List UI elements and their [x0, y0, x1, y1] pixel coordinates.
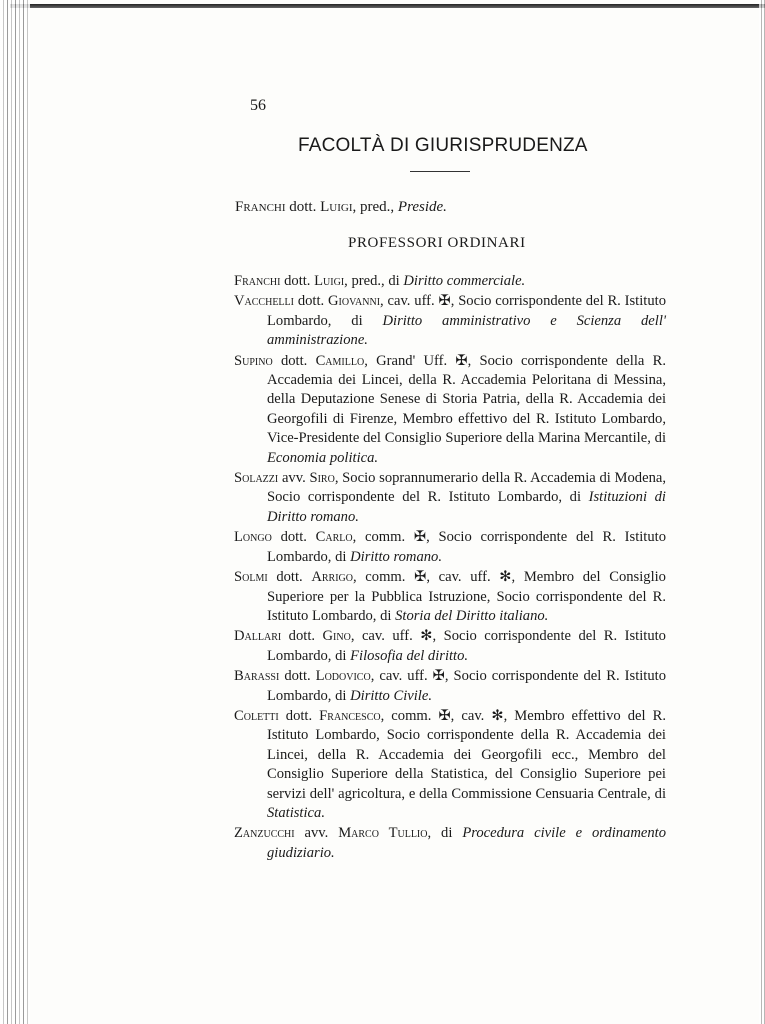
professor-surname: Coletti — [234, 707, 279, 724]
professor-details: , Socio soprannumerario della R. Accademia di Modena, Socio corrispondente del R. Istituto Lombardo, di — [267, 470, 667, 506]
professor-subject: Storia del Diritto italiano. — [395, 607, 549, 624]
professor-title: dott. — [284, 273, 311, 289]
professor-title: dott. — [285, 707, 313, 724]
professor-name: Siro — [309, 470, 335, 487]
professor-title: dott. — [276, 569, 303, 586]
scan-binding-edge — [0, 0, 30, 1024]
professor-entry — [234, 469, 666, 527]
professor-details: , cav. uff. ✠, Socio corrispondente del R. Istituto Lombardo, di — [267, 668, 667, 704]
professor-title: avv. — [281, 470, 306, 487]
professor-details: , comm. ✠, Socio corrispondente del R. Istituto Lombardo, di — [267, 529, 667, 565]
professor-title: avv. — [304, 825, 329, 842]
professor-subject: Statistica. — [267, 804, 325, 821]
professor-entry — [234, 707, 666, 823]
professor-name: Gino — [322, 628, 351, 645]
faculty-title: FACOLTÀ DI GIURISPRUDENZA — [298, 135, 588, 156]
professor-surname: Solazzi — [234, 470, 279, 487]
professor-entry — [234, 352, 666, 468]
professor-title: dott. — [280, 529, 307, 546]
professor-title: dott. — [297, 293, 325, 310]
professor-details: , comm. ✠, cav. ✻, Membro effettivo del R. Istituto Lombardo, Socio corrispondente della R. Accademia dei Lincei, della R. Accademia dei Georgofili ecc., Membro del Consiglio Superiore della Statistica, del Consiglio Superiore pei servizi dell' agricoltura, e della Commissione Censuaria Centrale, di — [267, 707, 666, 802]
professor-name: Marco Tullio — [338, 825, 428, 842]
professor-subject: Procedura civile e ordinamento giudiziario. — [267, 825, 667, 861]
professor-name: Camillo — [315, 352, 365, 369]
professor-name: Carlo — [315, 529, 353, 546]
professor-entry — [234, 667, 666, 706]
professor-surname: Supino — [234, 352, 273, 369]
professor-surname: Dallari — [234, 628, 282, 645]
professor-details: , pred., di — [344, 273, 404, 289]
professor-surname: Zanzucchi — [234, 825, 295, 842]
preside-role: Preside. — [397, 199, 447, 215]
professor-subject: Diritto Civile. — [350, 687, 432, 704]
title-rule — [410, 171, 470, 172]
section-heading: PROFESSORI ORDINARI — [348, 235, 526, 251]
professor-title: dott. — [280, 352, 308, 369]
professor-subject: Filosofia del diritto. — [350, 647, 469, 664]
professor-subject: Economia politica. — [267, 449, 379, 466]
professor-surname: Franchi — [234, 273, 281, 289]
professor-surname: Longo — [234, 529, 272, 546]
professor-details: , cav. uff. ✻, Socio corrispondente del R. Istituto Lombardo, di — [267, 628, 666, 664]
professor-entry — [234, 272, 666, 291]
preside-name: Luigi — [320, 199, 353, 215]
professor-surname: Vacchelli — [234, 293, 294, 310]
professor-details: , Grand' Uff. ✠, Socio corrispondente della R. Accademia dei Lincei, della R. Accademia Peloritana di Messina, della Deputazione Senese di Storia Patria, della R. Accademia dei Georgofili di Firenze, Membro effettivo del R. Istituto Lombardo, Vice-Presidente del Consiglio Superiore della Marina Mercantile, di — [267, 352, 666, 447]
professor-subject: Diritto commerciale. — [403, 273, 526, 289]
professor-name: Lodovico — [315, 668, 371, 685]
professor-details: , di — [427, 825, 463, 842]
preside-rest: , pred., — [352, 199, 398, 215]
professor-name: Francesco — [319, 707, 381, 724]
professor-name: Giovanni — [328, 293, 381, 310]
professor-details: , comm. ✠, cav. uff. ✻, Membro del Consiglio Superiore per la Pubblica Istruzione, Socio corrispondente del R. Istituto Lombardo, di — [267, 569, 666, 624]
scan-top-border — [10, 4, 765, 8]
scan-right-edge — [759, 0, 765, 1024]
professor-surname: Solmi — [234, 569, 268, 586]
professor-entry — [234, 528, 666, 567]
professor-entry — [234, 824, 666, 863]
professor-details: , cav. uff. ✠, Socio corrispondente del R. Istituto Lombardo, di — [267, 293, 666, 329]
professor-name: Arrigo — [311, 569, 353, 586]
page-number: 56 — [250, 97, 266, 114]
preside-title-abbr: dott. — [289, 199, 317, 215]
professor-entry — [234, 627, 666, 666]
professor-subject: Istituzioni di Diritto romano. — [267, 489, 666, 525]
professor-name: Luigi — [314, 273, 345, 289]
professors-list — [234, 272, 666, 864]
professor-subject: Diritto amministrativo e Scienza dell' amministrazione. — [267, 312, 666, 349]
preside-line — [235, 199, 447, 216]
professor-entry — [234, 568, 666, 626]
professor-title: dott. — [284, 668, 311, 685]
professor-entry — [234, 292, 666, 350]
professor-surname: Barassi — [234, 668, 280, 685]
preside-surname: Franchi — [235, 199, 286, 215]
professor-subject: Diritto romano. — [350, 548, 442, 565]
professor-title: dott. — [288, 628, 316, 645]
